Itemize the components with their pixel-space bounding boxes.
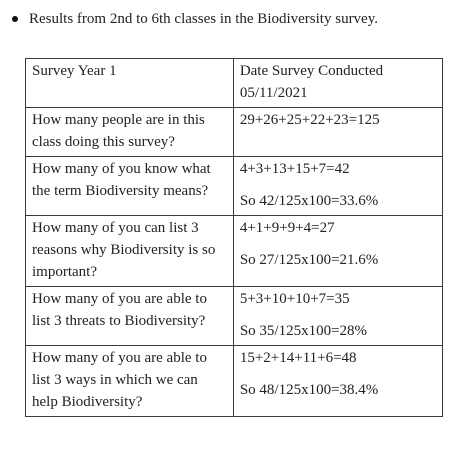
answer-sum: 4+1+9+9+4=27	[239, 220, 335, 236]
answer-cell	[233, 157, 442, 216]
question-line: list 3 threats to Biodiversity?	[32, 313, 206, 329]
answer-cell	[233, 287, 442, 346]
question-line: How many of you can list 3	[32, 220, 199, 236]
table-row	[26, 108, 443, 157]
answer-result: So 42/125x100=33.6%	[239, 193, 379, 209]
answer-sum: 5+3+10+10+7=35	[239, 291, 350, 307]
question-cell	[26, 157, 234, 216]
date-value: 05/11/2021	[239, 85, 308, 101]
heading-text: Results from 2nd to 6th classes in the Biodiversity survey.	[29, 11, 378, 27]
table-row	[26, 216, 443, 287]
answer-cell	[233, 108, 442, 157]
survey-year-label: Survey Year 1	[32, 63, 117, 79]
question-line: list 3 ways in which we can	[32, 372, 198, 388]
survey-year-cell	[26, 59, 234, 108]
answer-sum: 4+3+13+15+7=42	[239, 161, 350, 177]
answer-cell	[233, 346, 442, 417]
date-label: Date Survey Conducted	[239, 63, 384, 79]
answer-sum: 15+2+14+11+6=48	[239, 350, 357, 366]
bullet-icon	[12, 16, 18, 22]
date-cell	[233, 59, 442, 108]
question-cell	[26, 287, 234, 346]
question-line: How many of you know what	[32, 161, 211, 177]
question-line: the term Biodiversity means?	[32, 183, 209, 199]
table-row	[26, 287, 443, 346]
table-row	[26, 346, 443, 417]
question-line: How many of you are able to	[32, 350, 207, 366]
answer-result: So 27/125x100=21.6%	[239, 252, 379, 268]
answer-sum: 29+26+25+22+23=125	[239, 112, 380, 128]
question-line: help Biodiversity?	[32, 394, 143, 410]
question-line: How many people are in this	[32, 112, 205, 128]
heading-bullet	[12, 9, 452, 29]
question-line: important?	[32, 264, 97, 280]
question-cell	[26, 108, 234, 157]
question-cell	[26, 346, 234, 417]
answer-result: So 48/125x100=38.4%	[239, 382, 379, 398]
survey-table	[25, 58, 443, 417]
table-row	[26, 157, 443, 216]
table-header-row	[26, 59, 443, 108]
question-line: How many of you are able to	[32, 291, 207, 307]
question-line: class doing this survey?	[32, 134, 175, 150]
answer-cell	[233, 216, 442, 287]
answer-result: So 35/125x100=28%	[239, 323, 368, 339]
question-cell	[26, 216, 234, 287]
question-line: reasons why Biodiversity is so	[32, 242, 216, 258]
